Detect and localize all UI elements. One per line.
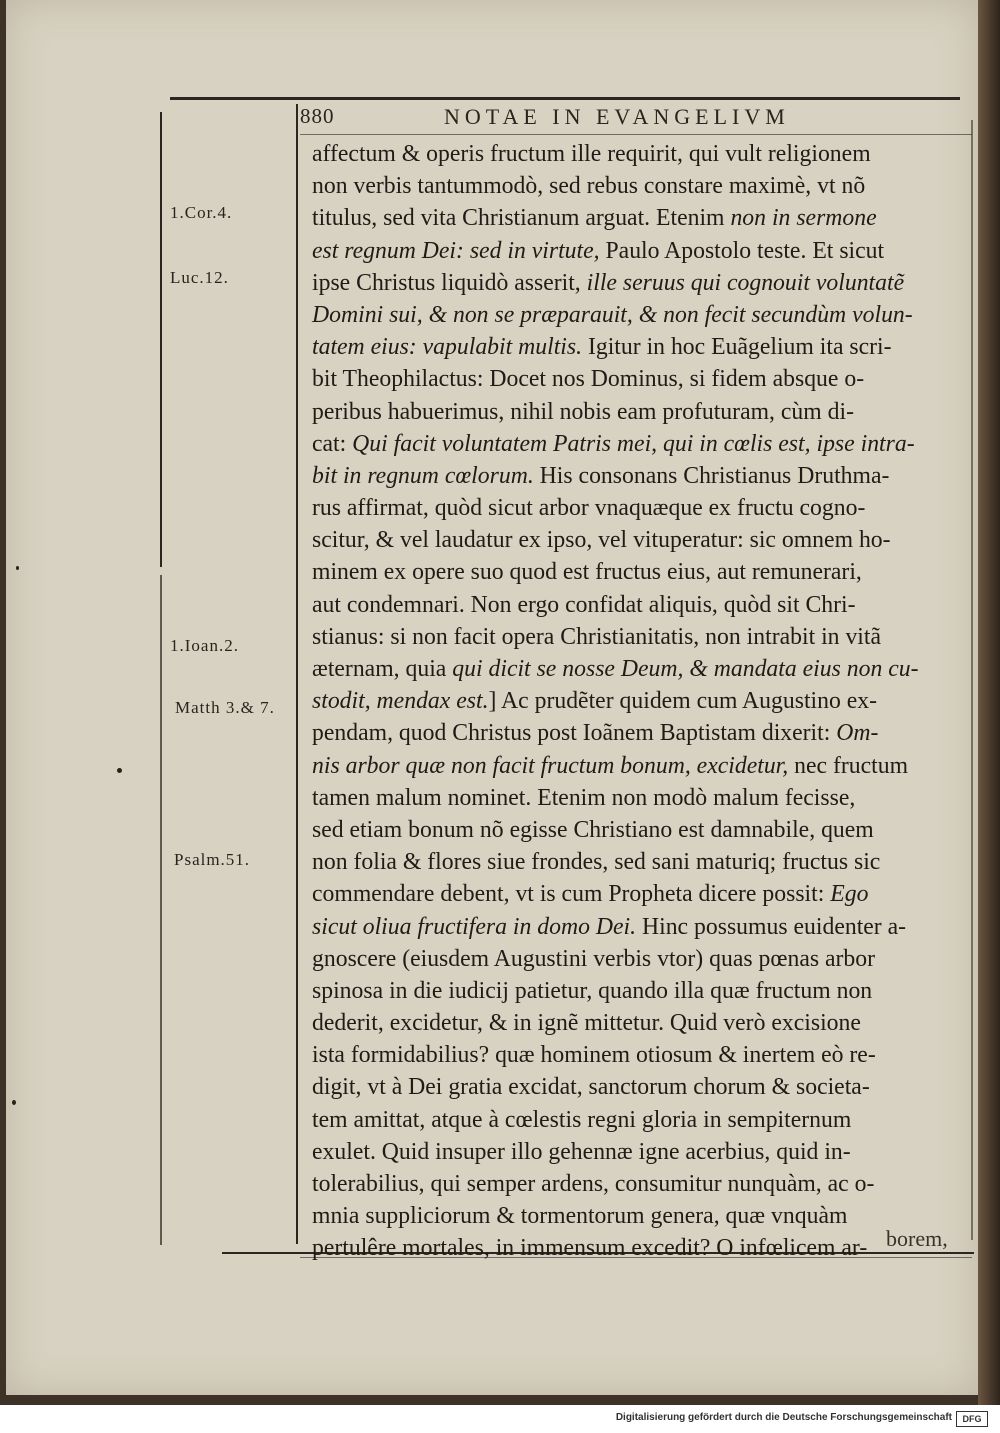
- text-line: [312, 299, 972, 331]
- marginal-reference: 1.Cor.4.: [170, 203, 233, 222]
- text-run: non folia & flores siue frondes, sed sani maturiq; fructus sic: [312, 849, 881, 876]
- text-line: [312, 814, 972, 846]
- body-text: [312, 138, 980, 1265]
- text-run: peribus habuerimus, nihil nobis eam profuturam, cùm di-: [312, 398, 854, 425]
- ink-speck: [117, 768, 122, 773]
- text-line: [312, 782, 972, 814]
- text-run: Igitur in hoc Euãgelium ita scri-: [582, 334, 892, 361]
- text-line: [312, 1136, 972, 1168]
- text-line: [312, 975, 972, 1007]
- text-line: [312, 878, 972, 910]
- header-underline: [300, 134, 972, 135]
- text-line: [312, 685, 972, 717]
- italic-quotation: ille seruus qui cognouit voluntatẽ: [586, 269, 905, 296]
- text-line: [312, 556, 972, 588]
- italic-quotation: Ego: [830, 881, 869, 908]
- italic-quotation: est regnum Dei: sed in virtute,: [312, 237, 600, 264]
- margin-column-rule: [160, 112, 162, 567]
- text-run: mnia suppliciorum & tormentorum genera, quæ vnquàm: [312, 1203, 848, 1230]
- text-line: [312, 717, 972, 749]
- text-line: [312, 1039, 972, 1071]
- text-run: His consonans Christianus Druthma-: [533, 462, 890, 489]
- text-run: minem ex opere suo quod est fructus eius, aut remunerari,: [312, 559, 862, 586]
- text-run: commendare debent, vt is cum Propheta dicere possit:: [312, 881, 831, 908]
- text-run: titulus, sed vita Christianum arguat. Etenim: [312, 205, 731, 232]
- text-line: [312, 363, 972, 395]
- text-run: tem amittat, atque à cœlestis regni gloria in sempiternum: [312, 1106, 852, 1133]
- text-line: [312, 460, 972, 492]
- ink-speck: [16, 566, 19, 570]
- footer-band: [0, 1405, 1000, 1433]
- catchword: borem,: [886, 1226, 948, 1251]
- text-run: dederit, excidetur, & in ignẽ mittetur. Quid verò excisione: [312, 1010, 861, 1037]
- text-line: [312, 396, 972, 428]
- text-run: rus affirmat, quòd sicut arbor vnaquæque ex fructu cogno-: [312, 495, 866, 522]
- italic-quotation: Domini sui, & non se præparauit, & non fecit secundùm volun-: [312, 301, 913, 328]
- italic-quotation: non in sermone: [730, 205, 877, 232]
- text-line: [312, 621, 972, 653]
- italic-quotation: nis arbor quæ non facit fructum bonum, excidetur,: [312, 752, 789, 779]
- text-line: [312, 1168, 972, 1200]
- marginal-reference: Luc.12.: [170, 268, 229, 287]
- text-line: [312, 1200, 972, 1232]
- text-run: scitur, & vel laudatur ex ipso, vel vituperatur: sic omnem ho-: [312, 527, 891, 554]
- text-line: [312, 170, 972, 202]
- text-run: exulet. Quid insuper illo gehennæ igne acerbius, quid in-: [312, 1138, 851, 1165]
- page-number: 880: [300, 104, 335, 128]
- text-run: Hinc possumus euidenter a-: [636, 913, 907, 940]
- italic-quotation: sicut oliua fructifera in domo Dei.: [312, 913, 637, 940]
- italic-quotation: bit in regnum cœlorum.: [312, 462, 534, 489]
- text-line: [312, 138, 972, 170]
- text-run: æternam, quia: [312, 656, 453, 682]
- text-line: [312, 492, 972, 524]
- dfg-logo: DFG: [956, 1411, 988, 1427]
- margin-column-rule-lower: [160, 575, 162, 1245]
- marginal-reference: 1.Ioan.2.: [170, 636, 239, 655]
- running-header: [300, 100, 970, 134]
- text-line: [312, 750, 972, 782]
- italic-quotation: Om-: [836, 720, 879, 747]
- text-line: [312, 1007, 972, 1039]
- text-run: ipse Christus liquidò asserit,: [312, 269, 587, 296]
- italic-quotation: Qui facit voluntatem Patris mei, qui in cœlis est, ipse intra-: [352, 430, 915, 457]
- text-line: [312, 428, 972, 460]
- text-run: pendam, quod Christus post Ioãnem Baptistam dixerit:: [312, 720, 837, 747]
- text-line: [312, 524, 972, 556]
- marginal-reference: Matth 3.& 7.: [175, 698, 275, 717]
- italic-quotation: qui dicit se nosse Deum, & mandata eius non cu-: [452, 656, 919, 682]
- text-line: [312, 1104, 972, 1136]
- text-run: stianus: si non facit opera Christianitatis, non intrabit in vitã: [312, 623, 882, 650]
- text-run: affectum & operis fructum ille requirit, qui vult religionem: [312, 141, 871, 167]
- text-run: gnoscere (eiusdem Augustini verbis vtor) quas pœnas arbor: [312, 945, 876, 972]
- italic-quotation: tatem eius: vapulabit multis.: [312, 334, 583, 361]
- text-run: cat:: [312, 430, 353, 457]
- text-run: ] Ac prudẽter quidem cum Augustino ex-: [488, 688, 878, 715]
- text-run: tolerabilius, qui semper ardens, consumitur nunquàm, ac o-: [312, 1171, 875, 1197]
- footer-credit: Digitalisierung gefördert durch die Deutsche Forschungsgemeinschaft: [615, 1412, 952, 1423]
- text-run: Paulo Apostolo teste. Et sicut: [599, 237, 885, 264]
- ink-speck: [12, 1100, 16, 1105]
- text-line: [312, 235, 972, 267]
- text-run: ista formidabilius? quæ hominem otiosum & inertem eò re-: [312, 1042, 876, 1069]
- text-run: sed etiam bonum nõ egisse Christiano est damnabile, quem: [312, 816, 874, 843]
- text-run: bit Theophilactus: Docet nos Dominus, si fidem absque o-: [312, 366, 865, 393]
- text-line: [312, 653, 972, 685]
- text-line: [312, 911, 972, 943]
- text-column-rule: [296, 104, 298, 1244]
- text-line: [312, 331, 972, 363]
- text-run: non verbis tantummodò, sed rebus constare maximè, vt nõ: [312, 173, 866, 200]
- page-edge-shadow: [978, 0, 1000, 1405]
- text-line: [312, 267, 972, 299]
- text-run: nec fructum: [788, 752, 909, 779]
- text-line: [312, 202, 972, 234]
- text-run: pertulêre mortales, in immensum excedit? O infœlicem ar-: [312, 1235, 868, 1262]
- text-run: digit, vt à Dei gratia excidat, sanctorum chorum & societa-: [312, 1074, 870, 1101]
- text-line: [312, 589, 972, 621]
- text-line: [312, 943, 972, 975]
- text-line: [312, 846, 972, 878]
- running-title: NOTAE IN EVANGELIVM: [444, 104, 790, 129]
- marginal-reference: Psalm.51.: [174, 850, 251, 869]
- text-line: [312, 1071, 972, 1103]
- italic-quotation: stodit, mendax est.: [312, 688, 489, 715]
- text-line: [312, 1232, 972, 1264]
- text-run: tamen malum nominet. Etenim non modò malum fecisse,: [312, 784, 856, 811]
- text-run: aut condemnari. Non ergo confidat aliquis, quòd sit Chri-: [312, 591, 856, 618]
- text-run: spinosa in die iudicij patietur, quando illa quæ fructum non: [312, 977, 873, 1004]
